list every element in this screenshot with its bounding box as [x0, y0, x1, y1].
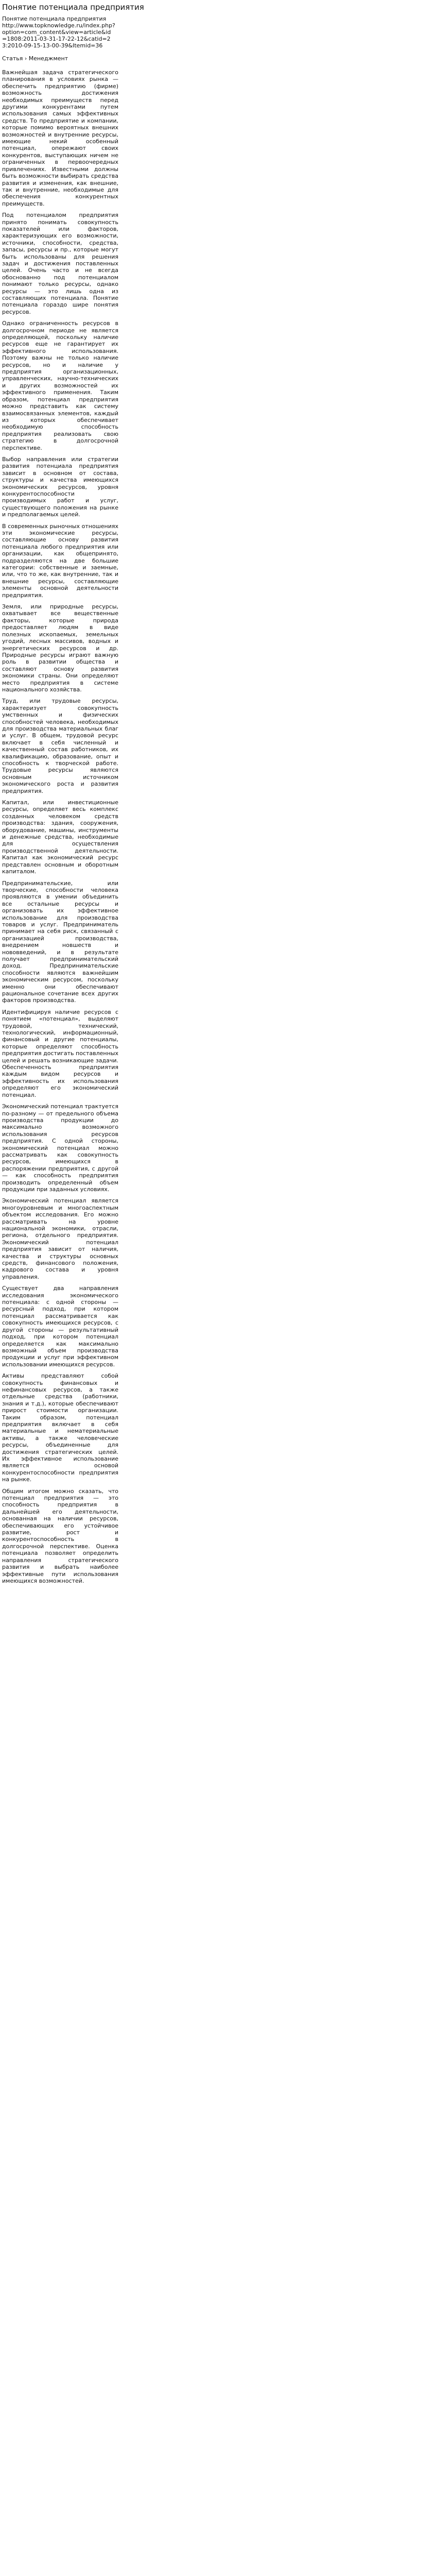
paragraph: Земля, или природные ресурсы, охватывает все вещественные факторы, которые природа предоставляет людям в виде полезных ископаемых, земельных угодий, лесных массивов, водных и энергетических ресурсов и др. Природные ресурсы играют важную роль в развитии общества и составляют основу развития экономики страны. Они определяют место предприятия в системе национального хозяйства. — [2, 603, 118, 693]
source-link[interactable]: http://www.topknowledge.ru/index.php?option=com_content&view=article&id=1808:2011-03-31-17-22-12&catid=23:2010-09-15-13-00-39&Itemid=36 — [2, 22, 115, 49]
paragraph: Экономический потенциал является многоуровневым и многоаспектным объектом исследования. Его можно рассматривать на уровне национальной экономики, отрасли, региона, отдельного предприятия. Экономический потенциал предприятия зависит от наличия, качества и структуры основных средств, финансового положения, кадрового состава и уровня управления. — [2, 1197, 118, 1280]
paragraph: Выбор направления или стратегии развития потенциала предприятия зависит в основном от состава, структуры и качества имеющихся экономических ресурсов, уровня конкурентоспособности производимых работ и услуг, существующего положения на рынке и предполагаемых целей. — [2, 455, 118, 518]
paragraph: Предпринимательские, или творческие, способности человека проявляются в умении объединить все остальные ресурсы и организовать их эффективное использование для производства товаров и услуг. Предприниматель принимает на себя риск, связанный с организацией производства, внедрением новшеств и нововведений, и в результате получает предпринимательский доход. Предпринимательские способности являются важнейшим экономическим ресурсом, поскольку именно они обеспечивают рациональное сочетание всех других факторов производства. — [2, 879, 118, 1004]
paragraph: Общим итогом можно сказать, что потенциал предприятия — это способность предприятия в дальнейшей его деятельности, основанная на наличии ресурсов, обеспечивающих его устойчивое развитие, рост и конкурентоспособность в долгосрочной перспективе. Оценка потенциала позволяет определить направления стратегического развития и выбрать наиболее эффективные пути использования имеющихся возможностей. — [2, 1487, 118, 1584]
paragraph: В современных рыночных отношениях эти экономические ресурсы, составляющие основу развития потенциала любого предприятия или организации, как общепринято, подразделяются на две большие категории: собственные и заемные, или, что то же, как внутренние, так и внешние ресурсы, составляющие элементы основной деятельности предприятия. — [2, 522, 118, 599]
source-block — [2, 15, 115, 49]
paragraph: Однако ограниченность ресурсов в долгосрочном периоде не является определяющей, поскольку наличие ресурсов еще не гарантирует их эффективного использования. Поэтому важны не только наличие ресурсов, но и наличие у предприятия организационных, управленческих, научно-технических и других возможностей их эффективного применения. Таким образом, потенциал предприятия можно представить как систему взаимосвязанных элементов, каждый из которых обеспечивает необходимую способность предприятия реализовать свою стратегию в долгосрочной перспективе. — [2, 320, 118, 451]
status-line: Статья › Менеджмент — [2, 55, 68, 62]
paragraph: Под потенциалом предприятия принято понимать совокупность показателей или факторов, характеризующих его возможности, источники, способности, средства, запасы, ресурсы и пр., которые могут быть использованы для решения задач и достижения поставленных целей. Очень часто и не всегда обоснованно под потенциалом понимают только ресурсы, однако ресурсы — это лишь одна из составляющих потенциала. Понятие потенциала гораздо шире понятия ресурсов. — [2, 212, 118, 315]
paragraph: Экономический потенциал трактуется по-разному — от предельного объема производства продукции до максимально возможного использования ресурсов предприятия. С одной стороны, экономический потенциал можно рассматривать как совокупность ресурсов, имеющихся в распоряжении предприятия, с другой — как способность предприятия производить определенный объем продукции при заданных условиях. — [2, 1103, 118, 1193]
paragraph: Активы представляют собой совокупность финансовых и нефинансовых ресурсов, а также отдельные средства (работники, знания и т.д.), которые обеспечивают прирост стоимости организации. Таким образом, потенциал предприятия включает в себя материальные и нематериальные активы, а также человеческие ресурсы, объединенные для достижения стратегических целей. Их эффективное использование является основой конкурентоспособности предприятия на рынке. — [2, 1372, 118, 1483]
article-body — [2, 69, 118, 1584]
paragraph: Важнейшая задача стратегического планирования в условиях рынка — обеспечить предприятию (фирме) возможность достижения необходимых преимуществ перед другими конкурентами путем использования самых эффективных средств. То предприятие и компании, которые помимо вероятных внешних возможностей и внутренние ресурсы, имеющие некий особенный потенциал, опережают своих конкурентов, выступающих ничем не ограниченных в первоочередных привлечениях. Известными должны быть возможности выбирать средства развития и изменения, как внешние, так и внутренние, необходимые для обеспечения конкурентных преимуществ. — [2, 69, 118, 207]
paragraph: Идентифицируя наличие ресурсов с понятием «потенциал», выделяют трудовой, технический, технологический, информационный, финансовый и другие потенциалы, которые определяют способность предприятия достигать поставленных целей и решать возникающие задачи. Обеспеченность предприятия каждым видом ресурсов и эффективность их использования определяют его экономический потенциал. — [2, 1008, 118, 1098]
page-title: Понятие потенциала предприятия — [2, 3, 144, 12]
paragraph: Существует два направления исследования экономического потенциала: с одной стороны — ресурсный подход, при котором потенциал рассматривается как совокупность имеющихся ресурсов, с другой стороны — результативный подход, при котором потенциал определяется как максимально возможный объем производства продукции и услуг при эффективном использовании имеющихся ресурсов. — [2, 1285, 118, 1368]
paragraph: Труд, или трудовые ресурсы, характеризует совокупность умственных и физических способностей человека, необходимых для производства материальных благ и услуг. В общем, трудовой ресурс включает в себя численный и качественный состав работников, их квалификацию, образование, опыт и способность к творческой работе. Трудовые ресурсы являются основным источником экономического роста и развития предприятия. — [2, 698, 118, 794]
spacer — [2, 49, 436, 55]
source-label: Понятие потенциала предприятия — [2, 15, 107, 22]
paragraph: Капитал, или инвестиционные ресурсы, определяет весь комплекс созданных человеком средств производства: здания, сооружения, оборудование, машины, инструменты и денежные средства, необходимые для осуществления производственной деятельности. Капитал как экономический ресурс представлен основным и оборотным капиталом. — [2, 799, 118, 875]
